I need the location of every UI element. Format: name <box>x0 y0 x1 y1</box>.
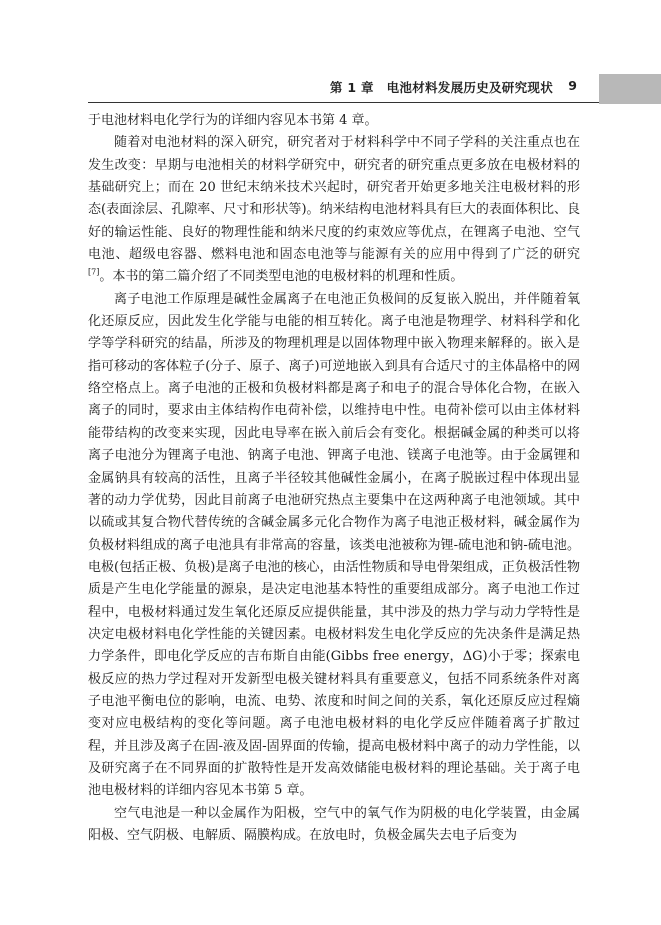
header-rule <box>88 102 599 103</box>
paragraph-nano-materials <box>88 132 580 288</box>
thumb-index-tab <box>599 74 661 104</box>
paragraph-text: 随着对电池材料的深入研究，研究者对于材料科学中不同子学科的关注重点也在发生改变：早期与电池相关的材料学研究中，研究者的研究重点更多放在电极材料的基础研究上；而在 20 世纪末纳米技术兴起时，研究者开始更多地关注电极材料的形态(表面涂层、孔隙率、尺寸和形状等)。纳米结构电池材料具有巨大的表面体积比、良好的输运性能、良好的物理性能和纳米尺度的约束效应等优点，在锂离子电池、空气电池、超级电容器、燃料电池和固态电池等与能源有关的应用中得到了广泛的研究 <box>88 135 580 263</box>
paragraph-text: 。本书的第二篇介绍了不同类型电池的电极材料的机理和性质。 <box>99 269 464 285</box>
paragraph-air-battery: 空气电池是一种以金属作为阳极，空气中的氧气作为阴极的电化学装置，由金属阳极、空气阴极、电解质、隔膜构成。在放电时，负极金属失去电子后变为 <box>88 805 580 843</box>
paragraph-continuation: 于电池材料电化学行为的详细内容见本书第 4 章。 <box>88 113 378 128</box>
running-header <box>0 74 661 104</box>
page-number: 9 <box>568 78 577 93</box>
paragraph-ion-battery: 离子电池工作原理是碱性金属离子在电池正负极间的反复嵌入脱出，并伴随着氧化还原反应，因此发生化学能与电能的相互转化。离子电池是物理学、材料科学和化学等学科研究的结晶，所涉及的物理机理是以固体物理中嵌入物理来解释的。嵌入是指可移动的客体粒子(分子、原子、离子)可逆地嵌入到具有合适尺寸的主体晶格中的网络空格点上。离子电池的正极和负极材料都是离子和电子的混合导体化合物，在嵌入离子的同时，要求由主体结构作电荷补偿，以维持电中性。电荷补偿可以由主体材料能带结构的改变来实现，因此电导率在嵌入前后会有变化。根据碱金属的种类可以将离子电池分为锂离子电池、钠离子电池、钾离子电池、镁离子电池等。由于金属锂和金属钠具有较高的活性，且离子半径较其他碱性金属小，在离子脱嵌过程中体现出显著的动力学优势，因此目前离子电池研究热点主要集中在这两种离子电池领域。其中以硫或其复合物代替传统的含碱金属多元化合物作为离子电池正极材料，碱金属作为负极材料组成的离子电池具有非常高的容量，该类电池被称为锂-硫电池和钠-硫电池。电极(包括正极、负极)是离子电池的核心，由活性物质和导电骨架组成，正负极活性物质是产生电化学能量的源泉，是决定电池基本特性的重要组成部分。离子电池工作过程中，电极材料通过发生氧化还原反应提供能量，其中涉及的热力学与动力学特性是决定电极材料电化学性能的关键因素。电极材料发生电化学反应的先决条件是满足热力学条件，即电化学反应的吉布斯自由能(Gibbs free energy，ΔG)小于零；探索电极反应的热力学过程对开发新型电极关键材料具有重要意义，包括不同系统条件对离子电池平衡电位的影响，电流、电势、浓度和时间之间的关系，氧化还原反应过程熵变对应电极结构的变化等问题。离子电池电极材料的电化学反应伴随着离子扩散过程，并且涉及离子在固-液及固-固界面的传输，提高电极材料中离子的动力学性能，以及研究离子在不同界面的扩散特性是开发高效储能电极材料的理论基础。关于离子电池电极材料的详细内容见本书第 5 章。 <box>88 291 580 799</box>
body-text <box>88 110 580 847</box>
chapter-title: 第 1 章 电池材料发展历史及研究现状 <box>329 80 553 95</box>
citation-ref: [7] <box>88 268 100 278</box>
